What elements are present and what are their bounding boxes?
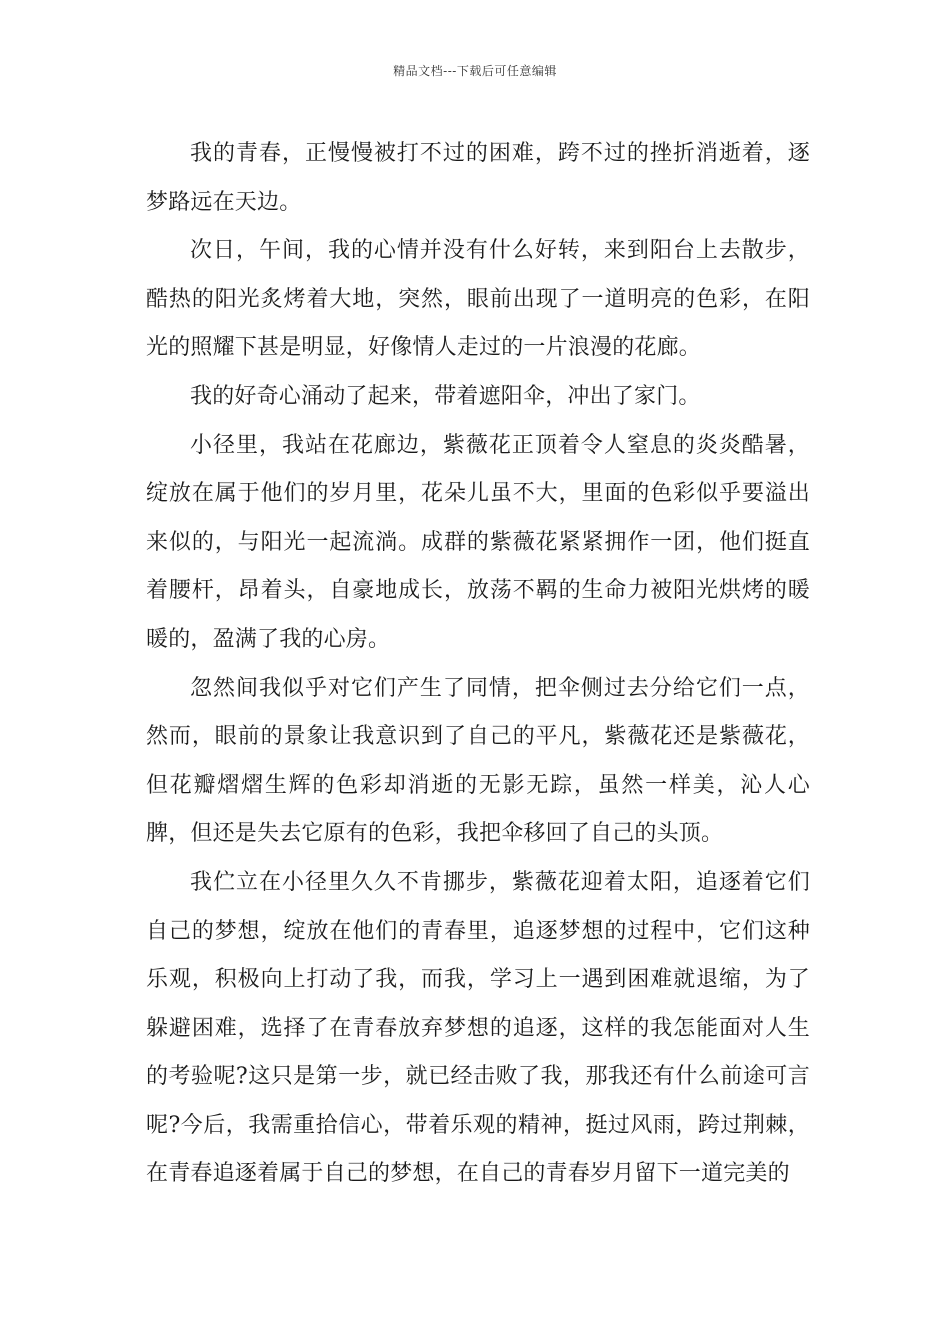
document-body xyxy=(146,130,810,1199)
paragraph: 次日，午间，我的心情并没有什么好转，来到阳台上去散步，酷热的阳光炙烤着大地，突然，眼前出现了一道明亮的色彩，在阳光的照耀下甚是明显，好像情人走过的一片浪漫的花廊。 xyxy=(146,238,810,361)
paragraph: 我的好奇心涌动了起来，带着遮阳伞，冲出了家门。 xyxy=(190,383,701,409)
paragraph: 我伫立在小径里久久不肯挪步，紫薇花迎着太阳，追逐着它们自己的梦想，绽放在他们的青春里，追逐梦想的过程中，它们这种乐观，积极向上打动了我，而我，学习上一遇到困难就退缩，为了躲避困难，选择了在青春放弃梦想的追逐，这样的我怎能面对人生的考验呢?这只是第一步，就已经击败了我，那我还有什么前途可言呢?今后，我需重拾信心，带着乐观的精神，挺过风雨，跨过荆棘，在青春追逐着属于自己的梦想，在自己的青春岁月留下一道完美的 xyxy=(146,869,810,1187)
paragraph: 忽然间我似乎对它们产生了同情，把伞侧过去分给它们一点，然而，眼前的景象让我意识到了自己的平凡，紫薇花还是紫薇花，但花瓣熠熠生辉的色彩却消逝的无影无踪，虽然一样美，沁人心脾，但还是失去它原有的色彩，我把伞移回了自己的头顶。 xyxy=(146,675,810,847)
paragraph: 小径里，我站在花廊边，紫薇花正顶着令人窒息的炎炎酷暑，绽放在属于他们的岁月里，花朵儿虽不大，里面的色彩似乎要溢出来似的，与阳光一起流淌。成群的紫薇花紧紧拥作一团，他们挺直着腰杆，昂着头，自豪地成长，放荡不羁的生命力被阳光烘烤的暖暖的，盈满了我的心房。 xyxy=(146,432,810,652)
paragraph: 我的青春，正慢慢被打不过的困难，跨不过的挫折消逝着，逐梦路远在天边。 xyxy=(146,141,810,215)
page-header: 精品文档---下载后可任意编辑 xyxy=(393,64,557,78)
